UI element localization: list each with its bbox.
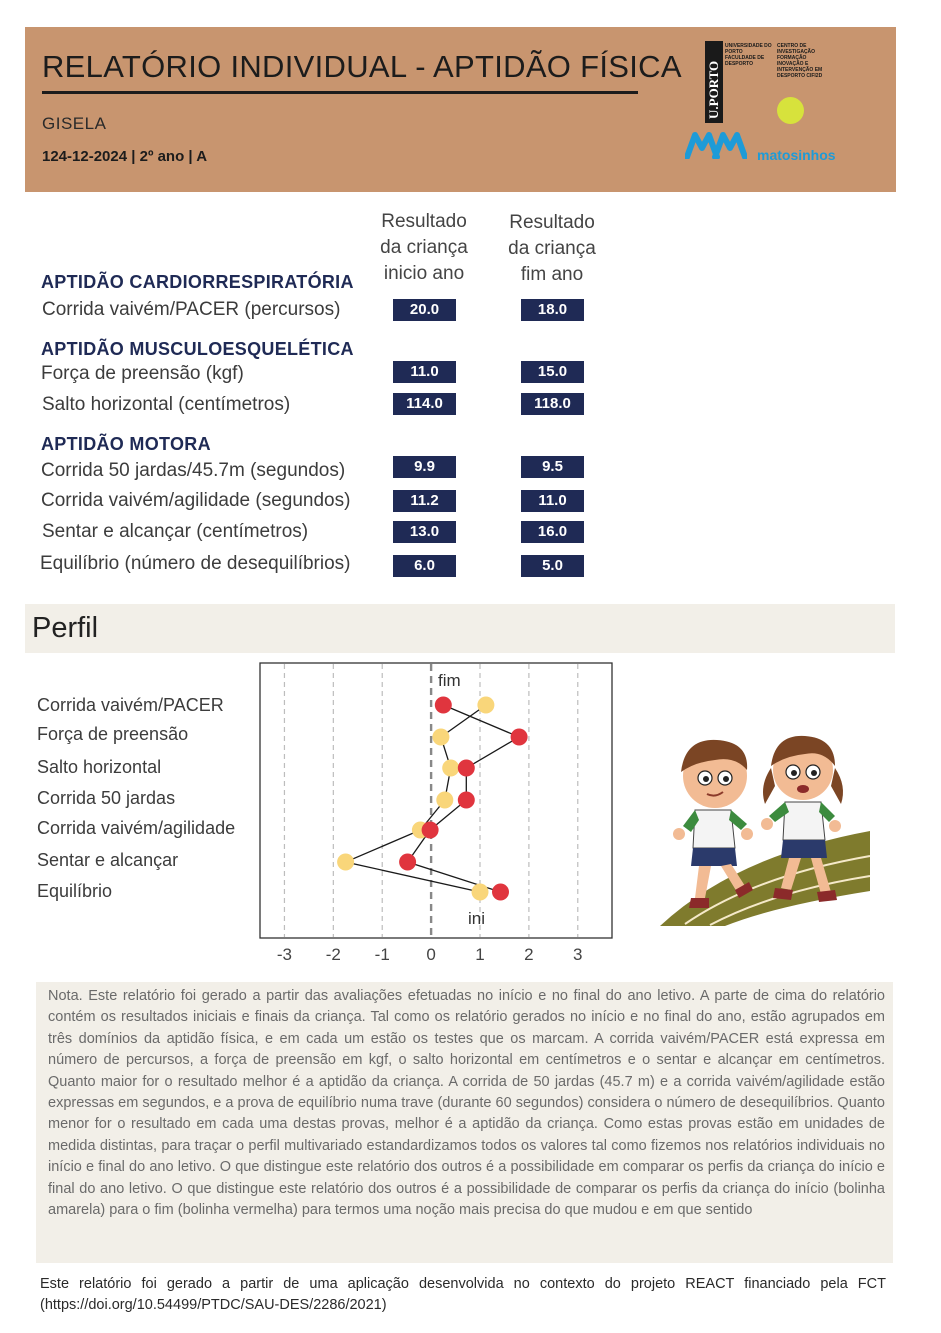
x-tick-label: -1: [374, 945, 390, 964]
perfil-heading-band: [25, 604, 895, 653]
end-point: [492, 884, 509, 901]
footer-text: Este relatório foi gerado a partir de uma aplicação desenvolvida no contexto do projeto REACT financiado pela FCT (https://doi.org/10.54499/PTDC/SAU-DES/2286/2021): [40, 1276, 886, 1313]
result-end: 5.0: [521, 555, 584, 577]
cifi2d-dot-icon: [777, 97, 804, 124]
profile-chart: [258, 662, 618, 972]
x-tick-label: 1: [475, 945, 485, 964]
test-label: Equilíbrio (número de desequilíbrios): [40, 553, 351, 574]
profile-label: Corrida vaivém/agilidade: [37, 818, 236, 838]
matosinhos-mm-logo-icon: [685, 131, 747, 159]
profile-label: Corrida 50 jardas: [37, 788, 176, 808]
note-box: [36, 982, 893, 1263]
running-kids-illustration: [655, 726, 875, 931]
result-end: 16.0: [521, 521, 584, 543]
result-start: 9.9: [393, 456, 456, 478]
profile-label: Salto horizontal: [37, 757, 162, 777]
result-end: 11.0: [521, 490, 584, 512]
start-point: [442, 760, 459, 777]
section-title-motora: APTIDÃO MOTORA: [41, 434, 211, 454]
title-underline: [42, 91, 638, 94]
result-end: 15.0: [521, 361, 584, 383]
section-title-musculo: APTIDÃO MUSCULOESQUELÉTICA: [41, 339, 354, 359]
profile-label: Sentar e alcançar: [37, 850, 179, 870]
uporto-logo: U.PORTO: [705, 41, 723, 123]
student-name: GISELA: [42, 114, 107, 133]
result-end: 9.5: [521, 456, 584, 478]
end-point: [511, 729, 528, 746]
test-label: Salto horizontal (centímetros): [42, 394, 291, 415]
profile-label: Força de preensão: [37, 724, 189, 744]
x-tick-label: 2: [524, 945, 534, 964]
start-point: [432, 729, 449, 746]
perfil-title: Perfil: [32, 612, 99, 644]
test-label: Sentar e alcançar (centímetros): [42, 521, 309, 542]
fadeup-logo-text: UNIVERSIDADE DO PORTO FACULDADE DE DESPORTO: [725, 43, 772, 67]
result-start: 11.0: [393, 361, 456, 383]
result-end: 118.0: [521, 393, 584, 415]
end-point: [399, 854, 416, 871]
note-text: Nota. Este relatório foi gerado a partir das avaliações efetuadas no início e no final do ano letivo. A parte de cima do relatório contém os resultados iniciais e finais da criança. Tal como os relatório gerados no início e no final do ano, estão agrupados em três domínios da aptidão física, e em cada um estão os testes que os marcam. A corrida vaivém/PACER está expressa em número de percursos, a força de preensão em kgf, o salto horizontal em centímetros e o sentar e alcançar em centímetros. Quanto maior for o resultado melhor é a aptidão da criança. A corrida de 50 jardas (45.7 m) e a corrida vaivém/agilidade estão expressas em segundos, e a prova de equilíbrio numa trave (durante 60 segundos) considera o número de desequilíbrios. Quanto menor for o resultado em cada uma destas provas, melhor é a aptidão da criança. Como estas provas estão em unidades de medida distintas, para traçar o perfil multivariado estandardizamos todos os valores tal como fizemos nos relatórios individuais no início e final do ano letivo. O que distingue este relatório dos outros é a possibilidade em comparar os perfis da criança do início e final do ano letivo. O que distingue este relatório dos outros é a possibilidade de comparar os perfis da criança do início (bolinha amarela) para o fim (bolinha vermelha) para termos uma noção mais precisa do que mudou e em que sentido: [48, 988, 885, 1219]
result-start: 20.0: [393, 299, 456, 321]
start-point: [477, 697, 494, 714]
end-point: [458, 760, 475, 777]
matosinhos-wordmark: matosinhos: [757, 147, 836, 163]
report-header: [25, 27, 896, 192]
profile-label: Equilíbrio: [37, 881, 113, 901]
start-point: [436, 792, 453, 809]
start-point: [337, 854, 354, 871]
column-header-end: Resultado da criança fim ano: [508, 212, 596, 285]
end-point: [435, 697, 452, 714]
result-start: 114.0: [393, 393, 456, 415]
x-tick-label: -2: [325, 945, 341, 964]
x-tick-label: 3: [573, 945, 583, 964]
result-start: 11.2: [393, 490, 456, 512]
column-header-start: Resultado da criança inicio ano: [380, 211, 468, 284]
test-label: Corrida 50 jardas/45.7m (segundos): [41, 460, 346, 481]
start-point: [472, 884, 489, 901]
test-label: Corrida vaivém/agilidade (segundos): [41, 490, 351, 511]
start-annotation: ini: [468, 909, 486, 928]
section-title-cardio: APTIDÃO CARDIORRESPIRATÓRIA: [41, 272, 354, 292]
result-start: 6.0: [393, 555, 456, 577]
test-label: Força de preensão (kgf): [41, 363, 244, 384]
result-start: 13.0: [393, 521, 456, 543]
cifi2d-logo-text: CENTRO DE INVESTIGAÇÃO FORMAÇÃO INOVAÇÃO E INTERVENÇÃO EM DESPORTO CIFI2D: [777, 43, 823, 79]
profile-label: Corrida vaivém/PACER: [37, 695, 224, 715]
report-title: RELATÓRIO INDIVIDUAL - APTIDÃO FÍSICA: [42, 49, 682, 84]
end-annotation: fim: [438, 671, 461, 690]
result-end: 18.0: [521, 299, 584, 321]
end-point: [422, 822, 439, 839]
x-tick-label: 0: [426, 945, 436, 964]
x-tick-label: -3: [276, 945, 293, 964]
report-meta: 124-12-2024 | 2º ano | A: [42, 148, 208, 165]
end-point: [458, 792, 475, 809]
test-label: Corrida vaivém/PACER (percursos): [42, 299, 341, 320]
